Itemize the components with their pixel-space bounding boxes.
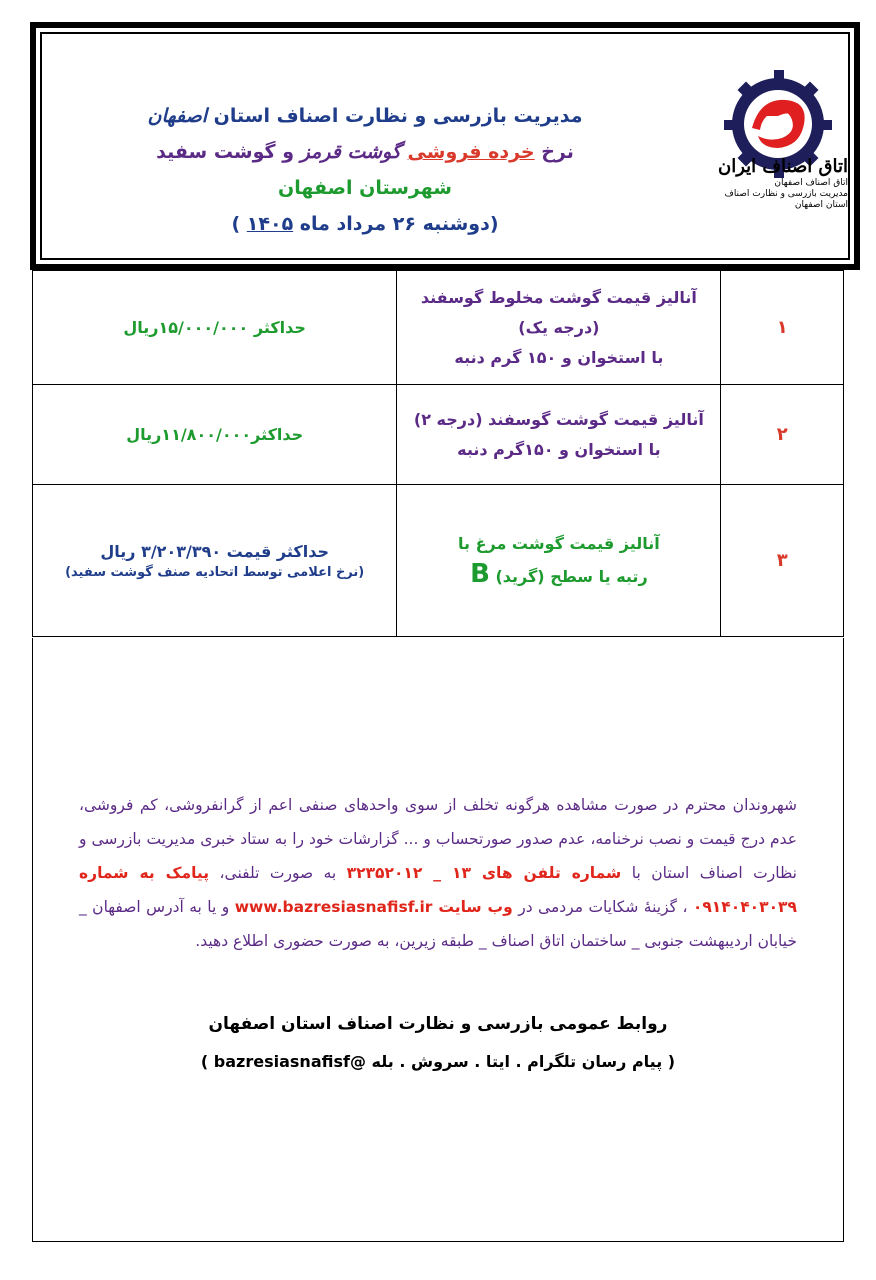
notice-text: شهروندان محترم در صورت مشاهده هرگونه تخلف از سوی واحدهای صنفی اعم از گرانفروشی، کم فروشی، عدم درج قیمت و نصب نرخنامه، عدم صدور صورتحساب و ... گزارشات خود را به ستاد خبری مدیریت بازرسی و نظارت اصناف استان با <box>79 796 797 882</box>
notice-paragraph <box>79 788 797 958</box>
row-description <box>397 485 721 637</box>
title-2-retail: خرده فروشی <box>407 141 535 163</box>
title-2-white-meat: و گوشت سفید <box>156 141 294 163</box>
title-1-text: مدیریت بازرسی و نظارت اصناف استان <box>213 105 583 127</box>
date-year: ۱۴۰۵ <box>246 213 294 235</box>
title-2-prefix: نرخ <box>541 141 574 163</box>
title-1-city: اصفهان <box>147 105 208 127</box>
price-text: حداکثر قیمت ۳/۲۰۳/۳۹۰ ریال <box>100 541 329 561</box>
desc-line: آنالیز قیمت گوشت مرغ با <box>457 534 660 553</box>
notice-phone: شماره تلفن های ۱۳ _ ۳۲۳۵۲۰۱۲ <box>346 864 622 882</box>
desc-line: با استخوان و ۱۵۰گرم دنبه <box>457 439 661 459</box>
logo-sub-2: مدیریت بازرسی و نظارت اصناف <box>724 189 848 199</box>
date-close: ) <box>231 213 241 235</box>
desc-line: (درجه یک) <box>518 317 600 337</box>
title-2-red-meat: گوشت قرمز <box>300 141 401 163</box>
title-line-3: شهرستان اصفهان <box>278 177 452 199</box>
date-text: (دوشنبه ۲۶ مرداد ماه <box>299 213 499 235</box>
title-line-4-date <box>76 206 654 242</box>
row-price <box>33 485 397 637</box>
title-block <box>76 98 654 242</box>
title-line-1 <box>76 98 654 134</box>
row-price: حداکثر۱۱/۸۰۰/۰۰۰ریال <box>33 385 397 485</box>
price-table <box>32 270 844 637</box>
table-row <box>33 271 844 385</box>
row-price: حداکثر ۱۵/۰۰۰/۰۰۰ریال <box>33 271 397 385</box>
title-line-2 <box>76 134 654 170</box>
desc-grade-text: رتبه یا سطح (گرید) <box>495 567 648 586</box>
table-row <box>33 385 844 485</box>
logo-main-text: اتاق اصناف ایران <box>717 156 848 177</box>
row-number: ۳ <box>721 485 844 637</box>
notice-text: ، گزینهٔ شکایات مردمی در <box>518 898 688 916</box>
table-row <box>33 485 844 637</box>
notice-website[interactable]: وب سایت www.bazresiasnafisf.ir <box>234 898 513 916</box>
desc-line: آنالیز قیمت گوشت گوسفند (درجه ۲) <box>413 409 704 429</box>
footer-signature: روابط عمومی بازرسی و نظارت اصناف استان اصفهان <box>208 1014 668 1034</box>
grade-letter: B <box>470 559 490 589</box>
logo-sub-3: استان اصفهان <box>794 200 848 210</box>
footer-messengers: ( پیام رسان تلگرام . ایتا . سروش . بله @bazresiasnafisf ) <box>200 1052 676 1071</box>
notice-sms: پیامک به شماره ۰۹۱۴۰۴۰۳۰۳۹ <box>79 864 797 916</box>
notice-box <box>32 638 844 1242</box>
price-note: (نرخ اعلامی توسط اتحادیه صنف گوشت سفید) <box>65 564 365 580</box>
row-description <box>397 385 721 485</box>
row-number: ۱ <box>721 271 844 385</box>
row-number: ۲ <box>721 385 844 485</box>
header-box <box>30 22 860 270</box>
notice-text: به صورت تلفنی، <box>219 864 337 882</box>
logo-caption <box>698 156 848 211</box>
notice-text: و یا به آدرس اصفهان _ خیابان اردیبهشت جنوبی _ ساختمان اتاق اصناف _ طبقه زیرین، به صورت حضوری اطلاع دهید. <box>79 898 797 950</box>
desc-line-grade <box>397 559 720 592</box>
row-description <box>397 271 721 385</box>
desc-line: با استخوان و ۱۵۰ گرم دنبه <box>454 347 664 367</box>
desc-line: آنالیز قیمت گوشت مخلوط گوسفند <box>420 287 697 307</box>
logo-sub-1: اتاق اصناف اصفهان <box>774 178 848 188</box>
